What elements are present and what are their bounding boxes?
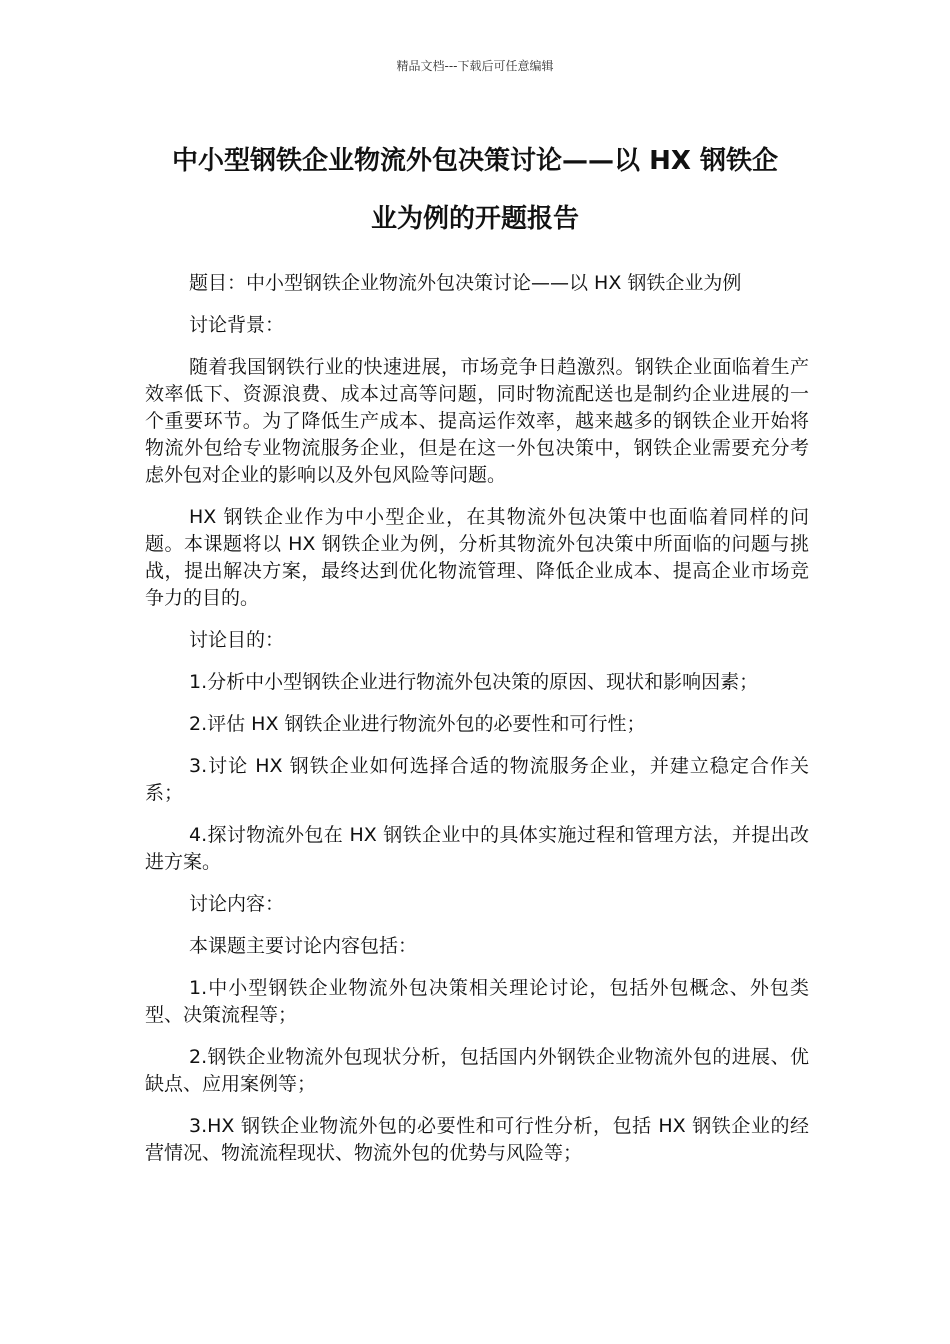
content-item-3: 3.HX 钢铁企业物流外包的必要性和可行性分析，包括 HX 钢铁企业的经营情况、物流流程现状、物流外包的优势与风险等； xyxy=(145,1115,809,1164)
purpose-item-3: 3.讨论 HX 钢铁企业如何选择合适的物流服务企业，并建立稳定合作关系； xyxy=(145,755,809,804)
purpose-item-1: 1.分析中小型钢铁企业进行物流外包决策的原因、现状和影响因素； xyxy=(189,671,759,693)
background-paragraph-1: 随着我国钢铁行业的快速进展，市场竞争日趋激烈。钢铁企业面临着生产效率低下、资源浪费、成本过高等问题，同时物流配送也是制约企业进展的一个重要环节。为了降低生产成本、提高运作效率，越来越多的钢铁企业开始将物流外包给专业物流服务企业，但是在这一外包决策中，钢铁企业需要充分考虑外包对企业的影响以及外包风险等问题。 xyxy=(145,356,809,486)
content-item-2: 2.钢铁企业物流外包现状分析，包括国内外钢铁企业物流外包的进展、优缺点、应用案例等； xyxy=(145,1046,809,1095)
document-title xyxy=(140,132,810,248)
document-body xyxy=(145,270,809,1182)
purpose-heading: 讨论目的： xyxy=(189,629,285,651)
header-note: 精品文档---下载后可任意编辑 xyxy=(396,59,554,73)
topic-line: 题目：中小型钢铁企业物流外包决策讨论——以 HX 钢铁企业为例 xyxy=(189,272,742,294)
purpose-item-4: 4.探讨物流外包在 HX 钢铁企业中的具体实施过程和管理方法，并提出改进方案。 xyxy=(145,824,809,873)
background-heading: 讨论背景： xyxy=(189,314,285,336)
background-paragraph-2: HX 钢铁企业作为中小型企业，在其物流外包决策中也面临着同样的问题。本课题将以 HX 钢铁企业为例，分析其物流外包决策中所面临的问题与挑战，提出解决方案，最终达到优化物流管理、降低企业成本、提高企业市场竞争力的目的。 xyxy=(145,506,809,609)
content-item-1: 1.中小型钢铁企业物流外包决策相关理论讨论，包括外包概念、外包类型、决策流程等； xyxy=(145,977,809,1026)
content-heading: 讨论内容： xyxy=(189,893,285,915)
title-line-2: 业为例的开题报告 xyxy=(370,204,579,234)
purpose-item-2: 2.评估 HX 钢铁企业进行物流外包的必要性和可行性； xyxy=(189,713,646,735)
title-line-1: 中小型钢铁企业物流外包决策讨论——以 HX 钢铁企 xyxy=(172,146,778,176)
content-intro: 本课题主要讨论内容包括： xyxy=(189,935,418,957)
